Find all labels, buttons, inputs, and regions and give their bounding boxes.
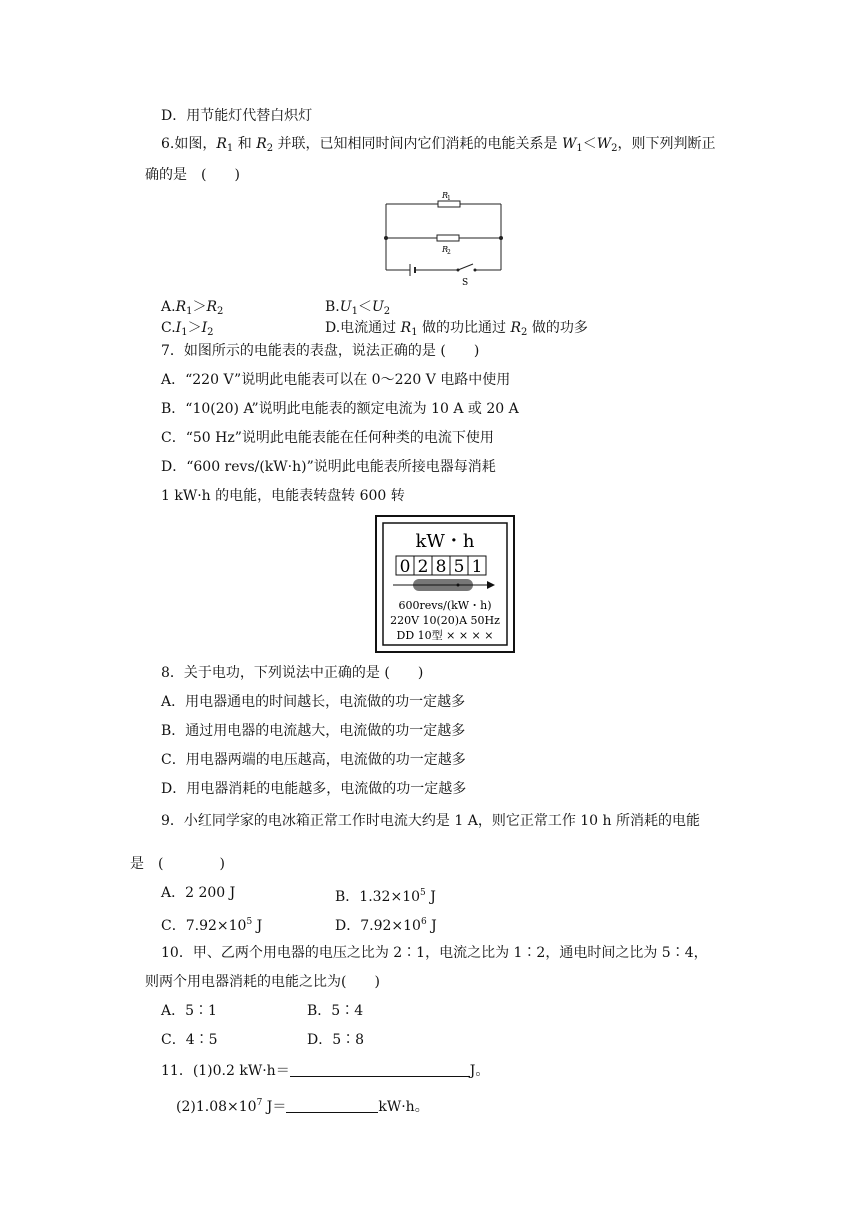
q10-option-c: C．4∶5	[161, 1032, 218, 1048]
q6-var-r2-sub: 2	[266, 143, 274, 154]
q11-part2-blank[interactable]	[286, 1098, 378, 1113]
q11-part1-prefix: 11．(1)0.2 kW·h＝	[161, 1063, 290, 1079]
q6-var-w1: W	[562, 136, 577, 152]
q10-stem: 10．甲、乙两个用电器的电压之比为 2∶1，电流之比为 1∶2，通电时间之比为 5∶4，	[161, 945, 708, 961]
junction-left	[384, 236, 388, 240]
q8-option-a: A．用电器通电的时间越长，电流做的功一定越多	[161, 694, 466, 710]
q5-option-d: D．用节能灯代替白炽灯	[161, 108, 313, 124]
meter-model: DD 10型 × × × ×	[396, 629, 494, 642]
switch-contact	[474, 269, 477, 272]
q8-stem: 8．关于电功，下列说法中正确的是 ( )	[161, 665, 424, 681]
switch-pivot	[457, 269, 460, 272]
q6-option-c-v2: I	[201, 320, 208, 336]
q6-option-c-v1: I	[175, 320, 182, 336]
q10-stem-cont: 则两个用电器消耗的电能之比为( )	[145, 974, 380, 990]
q8-option-c: C．用电器两端的电压越高，电流做的功一定越多	[161, 752, 466, 768]
q11-part1	[161, 1061, 489, 1081]
meter-rating: 220V 10(20)A 50Hz	[390, 614, 500, 627]
q6-option-a-s2: 2	[217, 306, 224, 317]
q6-option-a-prefix: A.	[161, 299, 176, 315]
q6-var-r2: R	[256, 136, 267, 152]
q7-option-c: C．“50 Hz”说明此电能表能在任何种类的电流下使用	[161, 430, 494, 446]
q6-option-b-v2: U	[371, 299, 384, 315]
q6-stem-line1	[161, 134, 716, 159]
q10-option-a: A．5∶1	[161, 1003, 217, 1019]
q6-option-b-op: ＜	[357, 299, 372, 315]
q6-option-a-s1: 1	[186, 306, 193, 317]
q9-option-c	[161, 912, 262, 936]
q11-part2-suffix: kW·h。	[378, 1099, 429, 1115]
q9-option-c-exp: 5	[246, 917, 253, 927]
q7-option-d: D．“600 revs/(kW·h)”说明此电能表所接电器每消耗	[161, 459, 496, 475]
q6-and: 和	[233, 136, 257, 152]
q7-stem: 7．如图所示的电能表的表盘，说法正确的是 ( )	[161, 343, 480, 359]
q9-option-c-unit: J	[252, 918, 263, 934]
q9-option-b	[335, 883, 436, 907]
q9-option-b-unit: J	[425, 889, 436, 905]
q6-option-d-s1: 1	[411, 327, 418, 338]
q6-option-d-s2: 2	[521, 327, 528, 338]
q6-option-c-s1: 1	[181, 327, 188, 338]
q9-option-b-base: B．1.32×10	[335, 889, 421, 905]
q6-number: 6.如图，	[161, 136, 217, 152]
q9-option-d-unit: J	[426, 918, 437, 934]
q9-option-d-base: D．7.92×10	[335, 918, 421, 934]
q11-part1-suffix: J。	[469, 1063, 490, 1079]
q6-option-d-v1: R	[400, 320, 412, 336]
meter-digit-4: 5	[453, 557, 465, 577]
q6-var-r1: R	[216, 136, 227, 152]
switch-blade	[458, 264, 473, 270]
meter-revs: 600revs/(kW・h)	[398, 599, 492, 612]
q9-option-c-base: C．7.92×10	[161, 918, 247, 934]
q6-option-b-v1: U	[339, 299, 352, 315]
q6-option-c	[161, 318, 213, 343]
meter-digit-2: 2	[417, 557, 429, 577]
q6-var-r1-sub: 1	[226, 143, 234, 154]
meter-disc-mark	[457, 584, 460, 587]
q9-stem: 9．小红同学家的电冰箱正常工作时电流大约是 1 A，则它正常工作 10 h 所消耗的电能	[161, 813, 701, 829]
q8-option-d: D．用电器消耗的电能越多，电流做的功一定越多	[161, 781, 467, 797]
q6-option-b-s1: 1	[351, 306, 358, 317]
q6-option-d-suffix: 做的功多	[527, 320, 588, 336]
q6-lt: ＜	[582, 136, 597, 152]
q7-option-b: B．“10(20) A”说明此电能表的额定电流为 10 A 或 20 A	[161, 401, 519, 417]
q6-option-c-op: ＞	[187, 320, 202, 336]
q7-option-d-cont: 1 kW·h 的电能，电能表转盘转 600 转	[161, 488, 405, 504]
q6-option-d-v2: R	[510, 320, 522, 336]
q9-option-d	[335, 912, 437, 936]
q10-option-b: B．5∶4	[307, 1003, 364, 1019]
q6-var-w1-sub: 1	[576, 143, 583, 154]
q6-stem-line2: 确的是 ( )	[145, 167, 240, 183]
circuit-diagram	[380, 188, 510, 288]
q11-part1-blank[interactable]	[290, 1062, 470, 1077]
meter-digit-5: 1	[471, 557, 483, 577]
diagram-r2-label: R	[442, 245, 449, 254]
meter-digit-3: 8	[435, 557, 447, 577]
q6-option-c-prefix: C.	[161, 320, 176, 336]
q8-option-b: B．通过用电器的电流越大，电流做的功一定越多	[161, 723, 466, 739]
q9-option-b-exp: 5	[420, 888, 426, 898]
diagram-r2-sub: 2	[447, 249, 451, 256]
meter-unit: kW・h	[415, 531, 475, 552]
q6-option-d-prefix: D.电流通过	[325, 320, 401, 336]
q6-text-a: 并联，已知相同时间内它们消耗的电能关系是	[273, 136, 563, 152]
q9-option-d-exp: 6	[420, 917, 427, 927]
q6-option-b-s2: 2	[383, 306, 391, 317]
q11-part2	[176, 1093, 429, 1117]
q6-option-d-mid: 做的功比通过	[417, 320, 511, 336]
diagram-r1-label: R	[442, 191, 449, 200]
q11-part2-base: (2)1.08×10	[176, 1099, 257, 1115]
q6-option-a-v1: R	[175, 299, 187, 315]
q6-var-w2: W	[596, 136, 612, 152]
electric-meter	[375, 515, 515, 653]
q6-option-d	[325, 318, 588, 343]
q6-text-b: ，则下列判断正	[617, 136, 716, 152]
q6-option-b-prefix: B.	[325, 299, 340, 315]
q7-option-a: A．“220 V”说明此电能表可以在 0～220 V 电路中使用	[161, 372, 511, 388]
q9-stem-cont: 是 ( )	[130, 856, 225, 872]
resistor-r2	[437, 235, 459, 241]
q10-option-d: D．5∶8	[307, 1032, 365, 1048]
diagram-r1-sub: 1	[447, 195, 451, 202]
junction-right	[499, 236, 503, 240]
q6-var-w2-sub: 2	[611, 143, 618, 154]
q11-part2-mid: J＝	[262, 1099, 287, 1115]
diagram-switch-label: S	[462, 278, 469, 288]
q11-part2-exp: 7	[256, 1098, 263, 1108]
q6-option-a-op: ＞	[192, 299, 207, 315]
meter-digit-1: 0	[399, 557, 411, 577]
q9-option-a: A．2 200 J	[161, 885, 236, 901]
q6-option-c-s2: 2	[207, 327, 214, 338]
q6-option-a-v2: R	[206, 299, 218, 315]
